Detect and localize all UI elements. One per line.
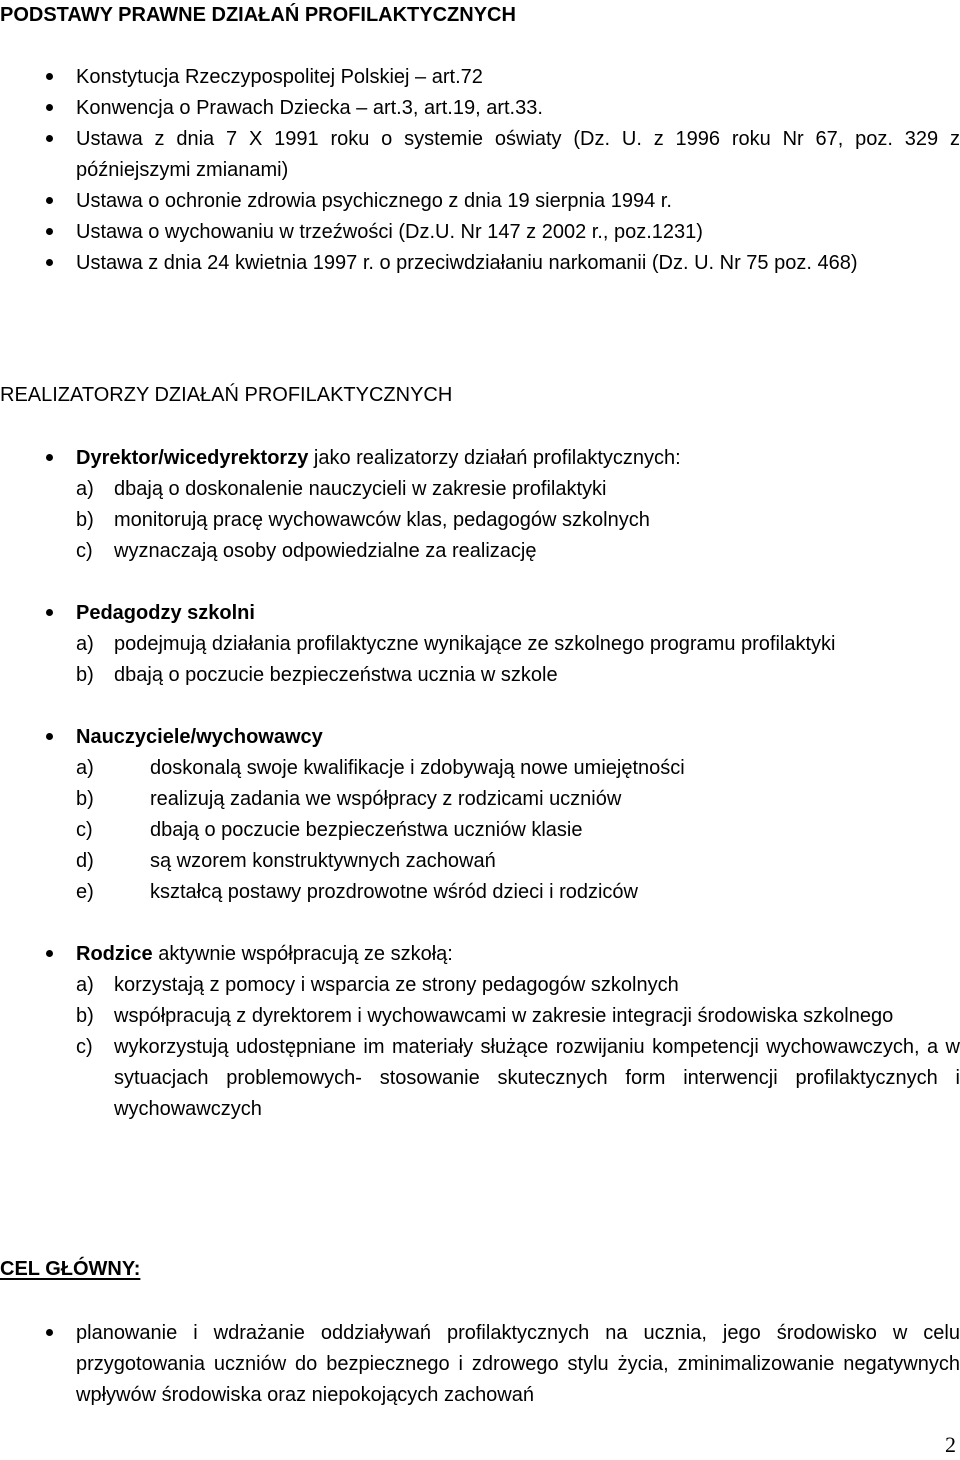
- sub-list-item: a) dbają o doskonalenie nauczycieli w zakresie profilaktyki: [76, 478, 607, 500]
- section-title-main-goal: CEL GŁÓWNY:: [0, 1258, 141, 1280]
- list-item: Ustawa z dnia 24 kwietnia 1997 r. o przeciwdziałaniu narkomanii (Dz. U. Nr 75 poz. 468): [0, 248, 960, 279]
- main-goal-list: [0, 1318, 960, 1411]
- section-title-implementers: REALIZATORZY DZIAŁAŃ PROFILAKTYCZNYCH: [0, 384, 453, 406]
- bullet-icon: [39, 217, 59, 248]
- list-item: Ustawa z dnia 7 X 1991 roku o systemie oświaty (Dz. U. z 1996 roku Nr 67, poz. 329 z późniejszymi zmianami): [0, 124, 960, 186]
- implementers-section: [0, 443, 960, 1125]
- bullet-icon: [39, 124, 59, 155]
- bullet-icon: [39, 248, 59, 279]
- group-title: Rodzice aktywnie współpracują ze szkołą:: [76, 943, 453, 965]
- legal-bases-list: [0, 62, 960, 279]
- bullet-icon: [39, 722, 59, 753]
- bullet-icon: [39, 1318, 59, 1349]
- group-title: Nauczyciele/wychowawcy: [76, 726, 323, 748]
- section-title-legal-bases: PODSTAWY PRAWNE DZIAŁAŃ PROFILAKTYCZNYCH: [0, 4, 516, 26]
- implementer-group-teachers: [0, 722, 960, 908]
- legal-bases-section: [0, 62, 960, 279]
- bullet-icon: [39, 186, 59, 217]
- sub-list-item: e) kształcą postawy prozdrowotne wśród dzieci i rodziców: [76, 881, 638, 903]
- sub-list-item: c) wykorzystują udostępniane im materiały służące rozwijaniu kompetencji wychowawczych, a w sytuacjach problemowych- stosowanie skutecznych form interwencji profilaktycznych i wychowawczych: [76, 1036, 960, 1120]
- sub-list-item: d) są wzorem konstruktywnych zachowań: [76, 850, 496, 872]
- implementer-group-pedagogues: [0, 598, 960, 691]
- sub-list: [76, 629, 960, 691]
- implementers-list: [0, 443, 960, 1125]
- bullet-icon: [39, 598, 59, 629]
- sub-list-item: b) współpracują z dyrektorem i wychowawcami w zakresie integracji środowiska szkolnego: [76, 1005, 894, 1027]
- sub-list-item: a) doskonalą swoje kwalifikacje i zdobywają nowe umiejętności: [76, 757, 685, 779]
- list-item: Konstytucja Rzeczypospolitej Polskiej – art.72: [0, 62, 960, 93]
- bullet-icon: [39, 93, 59, 124]
- sub-list-item: b) dbają o poczucie bezpieczeństwa ucznia w szkole: [76, 664, 558, 686]
- list-item: planowanie i wdrażanie oddziaływań profilaktycznych na ucznia, jego środowisko w celu przygotowania uczniów do bezpiecznego i zdrowego stylu życia, zminimalizowanie negatywnych wpływów środowiska oraz niepokojących zachowań: [0, 1318, 960, 1411]
- sub-list-item: c) dbają o poczucie bezpieczeństwa uczniów klasie: [76, 819, 583, 841]
- sub-list: [76, 474, 960, 567]
- sub-list-item: b) monitorują pracę wychowawców klas, pedagogów szkolnych: [76, 509, 650, 531]
- list-item: Ustawa o ochronie zdrowia psychicznego z dnia 19 sierpnia 1994 r.: [0, 186, 960, 217]
- sub-list: [76, 970, 960, 1125]
- sub-list: [76, 753, 960, 908]
- bullet-icon: [39, 62, 59, 93]
- sub-list-item: a) podejmują działania profilaktyczne wynikające ze szkolnego programu profilaktyki: [76, 633, 836, 655]
- group-title: Dyrektor/wicedyrektorzy jako realizatorzy działań profilaktycznych:: [76, 447, 681, 469]
- implementer-group-director: [0, 443, 960, 567]
- bullet-icon: [39, 939, 59, 970]
- group-title: Pedagodzy szkolni: [76, 602, 255, 624]
- sub-list-item: c) wyznaczają osoby odpowiedzialne za realizację: [76, 540, 537, 562]
- implementer-group-parents: [0, 939, 960, 1125]
- list-item: Konwencja o Prawach Dziecka – art.3, art.19, art.33.: [0, 93, 960, 124]
- sub-list-item: b) realizują zadania we współpracy z rodzicami uczniów: [76, 788, 622, 810]
- main-goal-section: [0, 1318, 960, 1411]
- bullet-icon: [39, 443, 59, 474]
- list-item: Ustawa o wychowaniu w trzeźwości (Dz.U. Nr 147 z 2002 r., poz.1231): [0, 217, 960, 248]
- sub-list-item: a) korzystają z pomocy i wsparcia ze strony pedagogów szkolnych: [76, 974, 679, 996]
- page-number: 2: [945, 1432, 956, 1457]
